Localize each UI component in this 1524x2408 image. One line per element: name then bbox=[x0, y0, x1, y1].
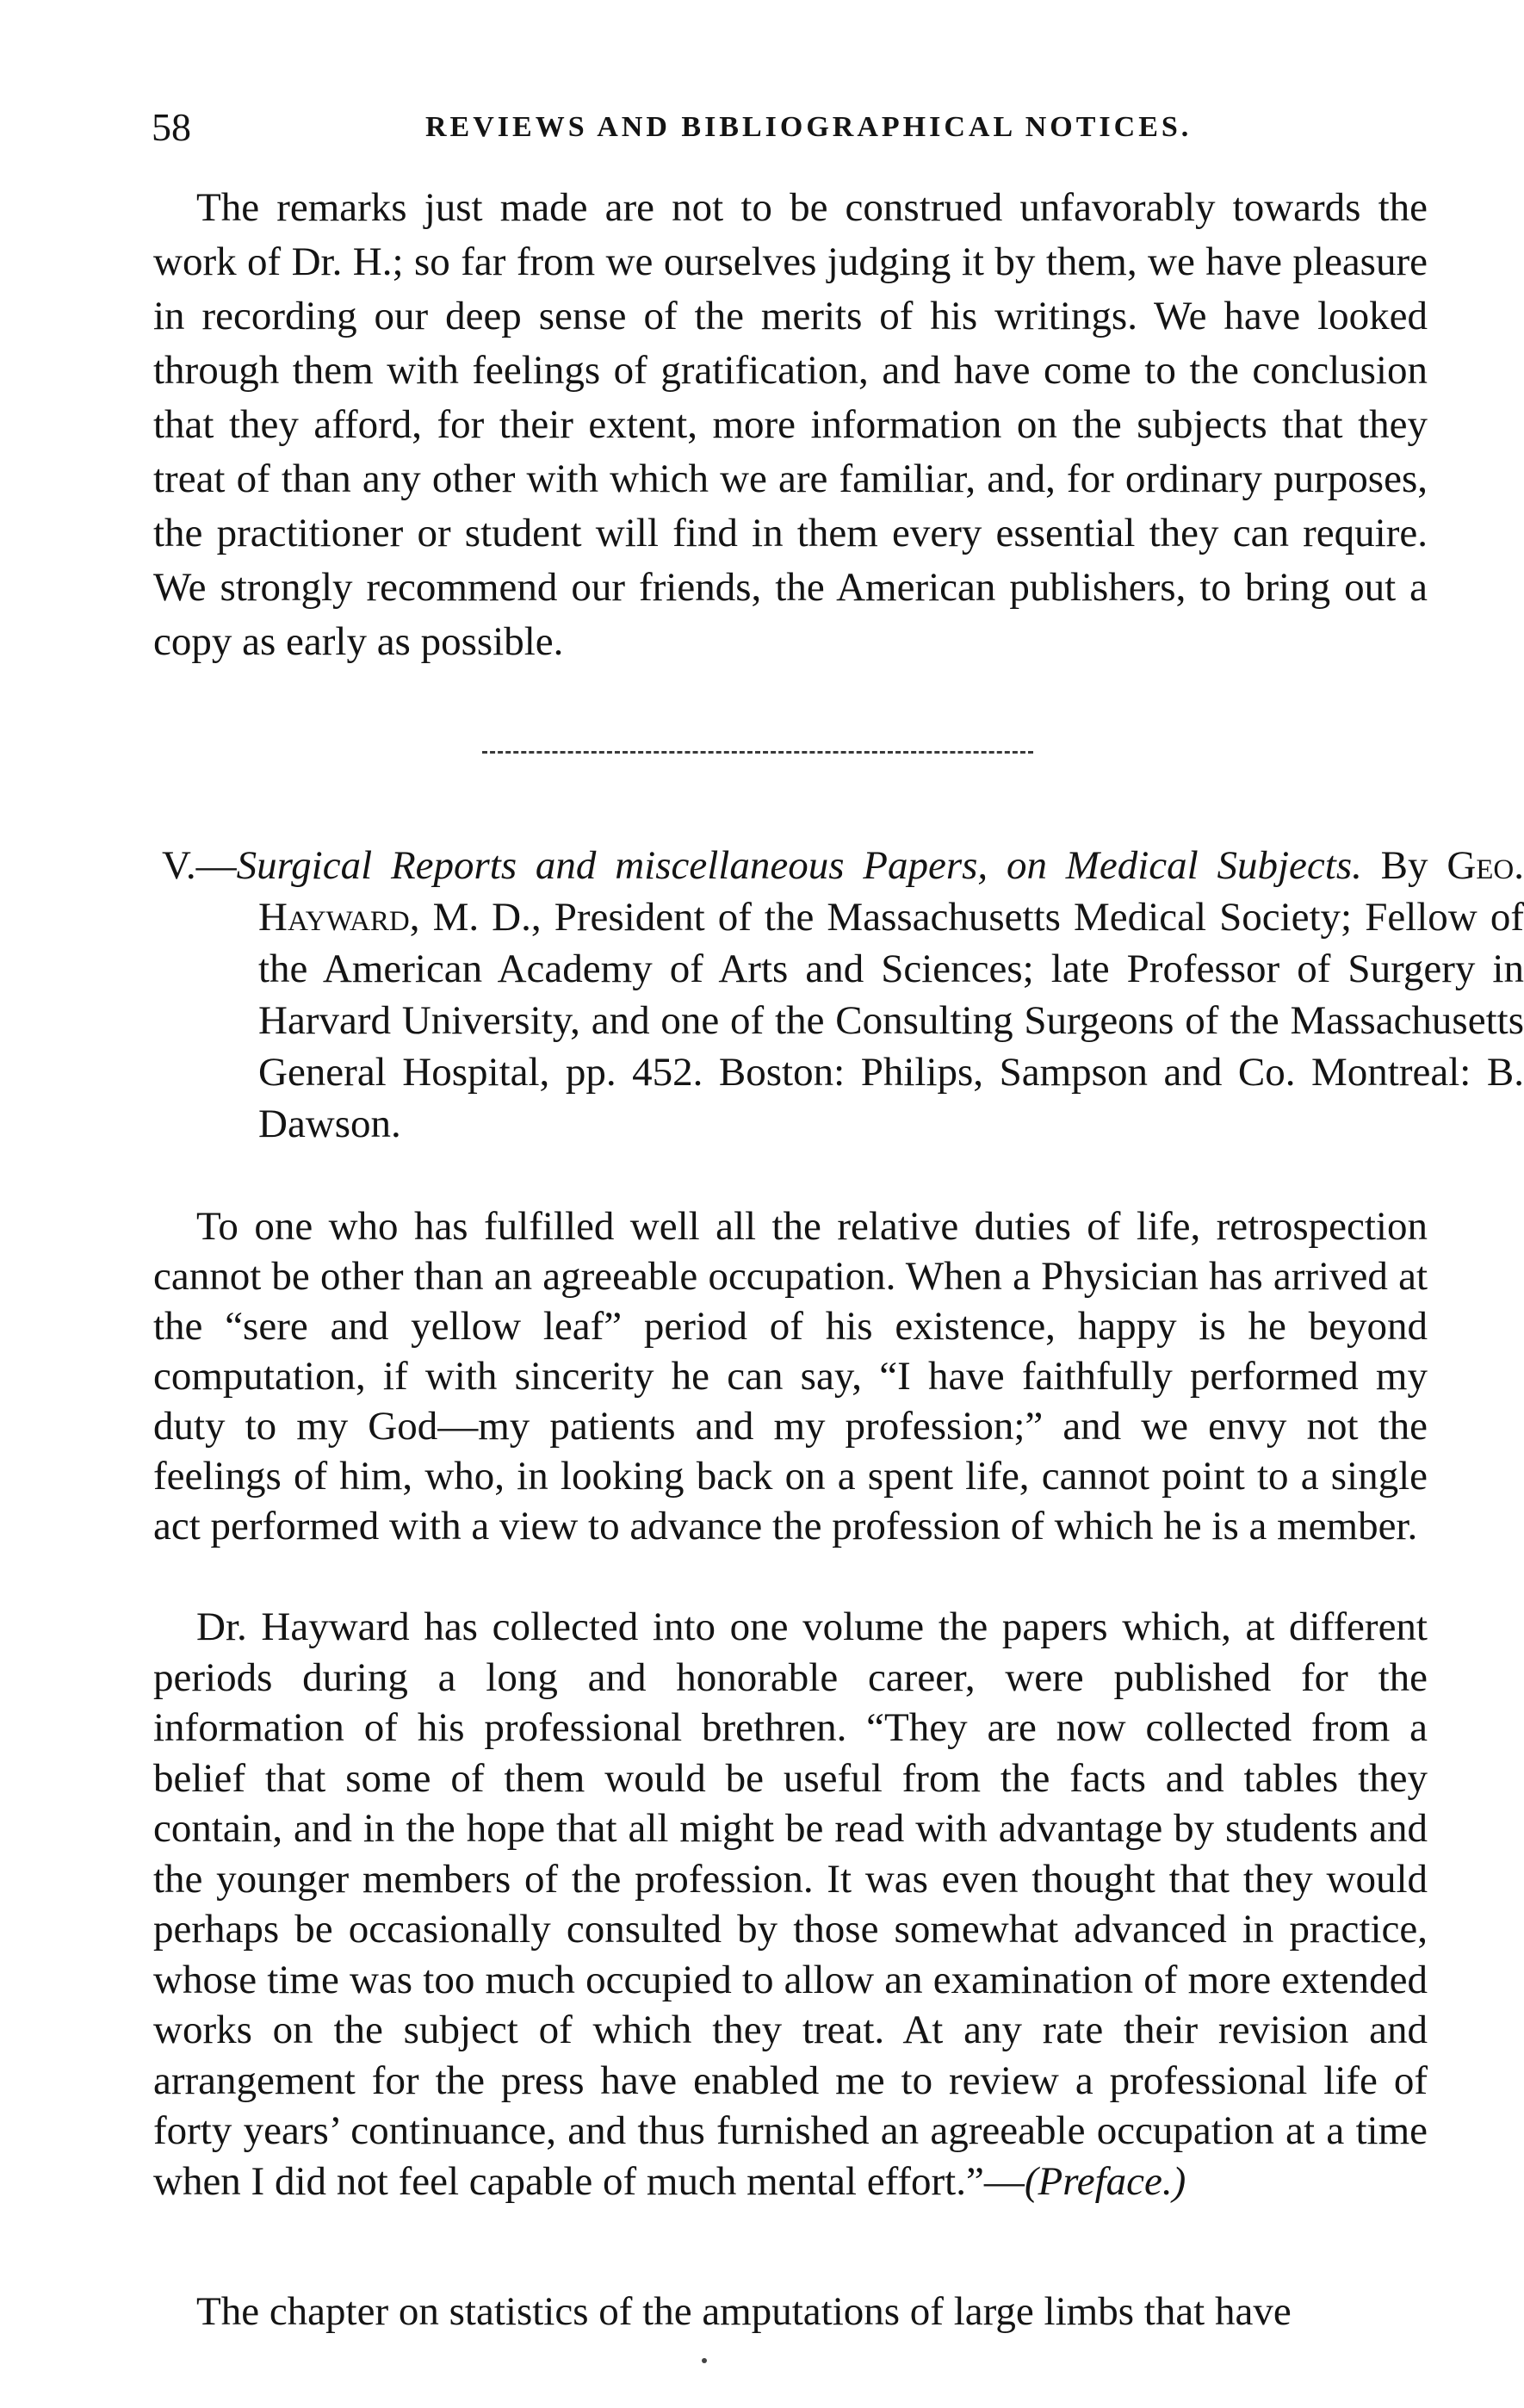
page-header bbox=[152, 102, 1434, 153]
review-heading bbox=[162, 840, 1524, 1150]
review-details: President of the Massachusetts Medical Society; Fellow of the American Academy of Arts and Sciences; late Professor of Surgery in Harvard University, and one of the Consulting Surgeons of the Massachusetts General Hospital, pp. 452. Boston: Philips, Sampson and Co. Montreal: B. Dawson. bbox=[258, 895, 1524, 1146]
review-author: Geo. Hayward, M. D., bbox=[258, 843, 1524, 940]
paragraph-hayward-collection bbox=[153, 1602, 1428, 2206]
paragraph-statistics-chapter: The chapter on statistics of the amputations of large limbs that have bbox=[196, 2289, 1292, 2334]
section-divider bbox=[482, 751, 1033, 754]
paragraph-retrospection: To one who has fulfilled well all the relative duties of life, retrospection cannot be other than an agreeable occupation. When a Physician has arrived at the “sere and yellow leaf” period of his existence, happy is he beyond computation, if with sincerity he can say, “I have faithfully performed my duty to my God—my patients and my profession;” and we envy not the feelings of him, who, in looking back on a spent life, cannot point to a single act performed with a view to advance the profession of which he is a member. bbox=[153, 1204, 1428, 1548]
review-numeral: V.— bbox=[162, 843, 237, 888]
print-speck bbox=[702, 2358, 707, 2363]
paragraph-hayward-text: Dr. Hayward has collected into one volume the papers which, at different periods during a long and honorable career, were published for the information of his professional brethren. “They are now collected from a belief that some of them would be useful from the facts and tables they contain, and in the hope that all might be read with advantage by students and the younger members of the profession. It was even thought that they would perhaps be occasionally consulted by those somewhat advanced in practice, whose time was too much occupied to allow an examination of more extended works on the subject of which they treat. At any rate their revision and arrangement for the press have enabled me to review a professional life of forty years’ continuance, and thus furnished an agreeable occupation at a time when I did not feel capable of much mental effort.”— bbox=[153, 1604, 1428, 2204]
paragraph-previous-review-conclusion: The remarks just made are not to be construed unfavorably towards the work of Dr. H.; so far from we ourselves judging it by them, we have pleasure in recording our deep sense of the merits of his writings. We have looked through them with feelings of gratification, and have come to the conclusion that they afford, for their extent, more information on the subjects that they treat of than any other with which we are familiar, and, for ordinary purposes, the practitioner or student will find in them every essential they can require. We strongly recommend our friends, the American publishers, to bring out a copy as early as possible. bbox=[153, 185, 1428, 664]
review-by: By bbox=[1380, 843, 1428, 888]
review-book-title: Surgical Reports and miscellaneous Papers, on Medical Subjects. bbox=[236, 843, 1362, 888]
page-number: 58 bbox=[152, 105, 191, 149]
preface-citation: (Preface.) bbox=[1024, 2158, 1186, 2204]
running-head: REVIEWS AND BIBLIOGRAPHICAL NOTICES. bbox=[425, 111, 1193, 143]
